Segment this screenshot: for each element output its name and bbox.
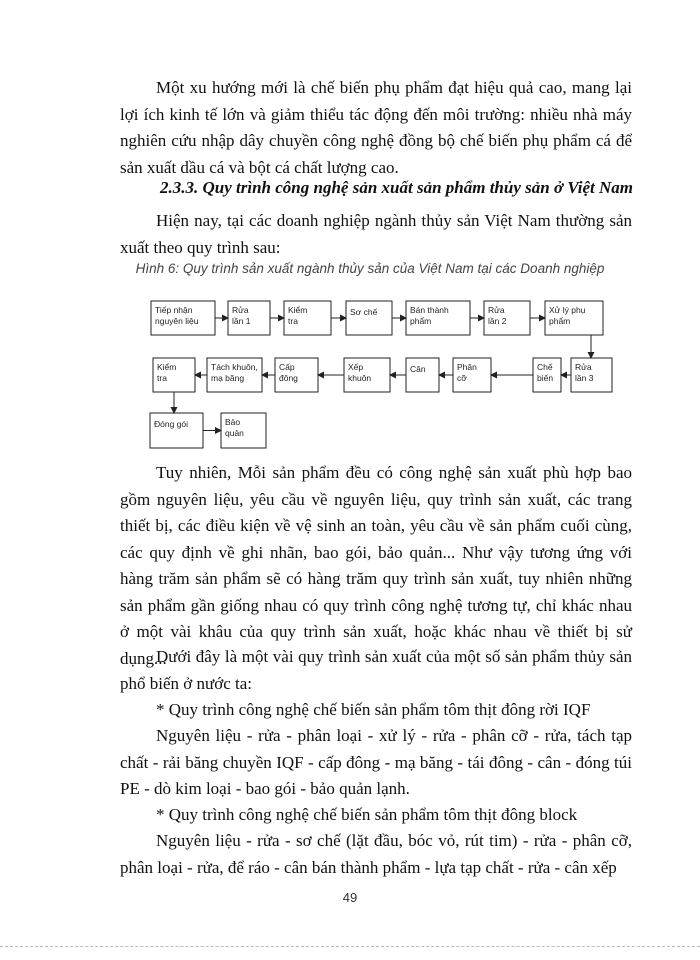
flow-step-row2-1 [153, 358, 195, 392]
paragraph-iqf-steps: Nguyên liệu - rửa - phân loại - xử lý - rửa - phân cỡ - rửa, tách tạp chất - rải băng chuyền IQF - cấp đông - mạ băng - tái đông - cân - đóng túi PE - dò kim loại - bao gói - bảo quản lạnh. [120, 726, 632, 798]
flow-step-label: quản [225, 428, 244, 438]
flow-step-label: biến [537, 373, 554, 383]
section-heading: 2.3.3. Quy trình công nghệ sản xuất sản phẩm thủy sản ở Việt Nam [160, 178, 633, 197]
flow-step-label: Tiếp nhận [155, 305, 193, 315]
flow-step-label: đông [279, 373, 298, 383]
paragraph-examples-intro: Dưới đây là một vài quy trình sản xuất của một số sản phẩm thủy sản phổ biến ở nước ta: [120, 647, 632, 693]
paragraph-block-steps: Nguyên liệu - rửa - sơ chế (lặt đầu, bóc vỏ, rút tim) - rửa - phân cỡ, phân loại - rửa, để ráo - cân bán thành phẩm - lựa tạp chất - rửa - cân xếp [120, 831, 632, 877]
flow-step-label: Rửa [575, 362, 592, 372]
flow-step-row1-6 [484, 301, 530, 335]
flow-step-label: tra [288, 316, 298, 326]
flow-step-label: lần 3 [575, 373, 594, 383]
flow-step-label: Sơ chế [350, 307, 378, 317]
flow-step-label: Cấp [279, 362, 295, 372]
flow-step-label: Chế [537, 362, 553, 372]
flow-step-label: Xếp [348, 362, 364, 372]
flow-step-label: Đóng gói [154, 419, 189, 429]
flow-step-row1-2 [228, 301, 270, 335]
flow-step-label: lần 2 [488, 316, 507, 326]
flow-step-label: Bán thành [410, 305, 449, 315]
flow-step-row1-1 [151, 301, 215, 335]
flow-step-label: Xử lý phụ [549, 305, 586, 315]
flow-step-row1-3 [284, 301, 331, 335]
flow-step-row1-4 [346, 301, 392, 335]
flow-step-label: nguyên liệu [155, 316, 199, 326]
bullet-iqf-process: * Quy trình công nghệ chế biến sản phẩm tôm thịt đông rời IQF [156, 700, 591, 719]
flow-step-row2-4 [344, 358, 390, 392]
flow-step-label: tra [157, 373, 167, 383]
flow-step-row2-2 [207, 358, 262, 392]
flow-step-row2-7 [533, 358, 561, 392]
flow-step-label: Kiểm [288, 305, 308, 315]
flow-step-label: Rửa [232, 305, 249, 315]
flow-step-label: mạ băng [211, 373, 245, 383]
flow-step-row3-2 [221, 413, 266, 448]
flow-step-label: lần 1 [232, 316, 251, 326]
flow-step-label: Tách khuôn, [211, 362, 258, 372]
paragraph-intro-process: Hiện nay, tại các doanh nghiệp ngành thủy sản Việt Nam thường sản xuất theo quy trình sau: [120, 211, 632, 257]
paragraph-product-tech: Tuy nhiên, Mỗi sản phẩm đều có công nghệ sản xuất phù hợp bao gồm nguyên liệu, yêu cầu về nguyên liệu, quy trình sản xuất, các trang thiết bị, các điều kiện về vệ sinh an toàn, yêu cầu về sản phẩm cuối cùng, các quy định về ghi nhãn, bao gói, bảo quản... Như vậy tương ứng với hàng trăm sản phẩm sẽ có hàng trăm quy trình sản xuất, tuy nhiên những sản phẩm gần giống nhau có quy trình công nghệ tương tự, chỉ khác nhau ở một vài khâu của quy trình sản xuất, hoặc khác nhau về thiết bị sử dụng... [120, 463, 632, 668]
figure-caption: Hình 6: Quy trình sản xuất ngành thủy sản của Việt Nam tại các Doanh nghiệp [135, 261, 605, 276]
flow-step-row1-5 [406, 301, 470, 335]
paragraph-byproduct-trend: Một xu hướng mới là chế biến phụ phẩm đạt hiệu quả cao, mang lại lợi ích kinh tế lớn và giảm thiểu tác động đến môi trường: nhiều nhà máy nghiên cứu nhập dây chuyền công nghệ đồng bộ chế biến phụ phẩm cá để sản xuất dầu cá và bột cá chất lượng cao. [120, 78, 632, 177]
flow-step-row3-1 [150, 413, 203, 448]
flow-step-label: Cân [410, 364, 426, 374]
bullet-block-process: * Quy trình công nghệ chế biến sản phẩm tôm thịt đông block [156, 805, 578, 824]
flow-step-row2-5 [406, 358, 439, 392]
flow-step-label: Phân [457, 362, 477, 372]
flow-step-label: Bảo [225, 417, 241, 427]
flow-step-row1-7 [545, 301, 603, 335]
flow-step-label: khuôn [348, 373, 372, 383]
flow-step-label: phẩm [549, 316, 571, 326]
flow-step-row2-3 [275, 358, 318, 392]
flow-step-label: phẩm [410, 316, 432, 326]
flow-step-label: Kiểm [157, 362, 177, 372]
flow-step-label: cỡ [457, 373, 467, 383]
flow-step-row2-8 [571, 358, 612, 392]
page-footer-divider [0, 946, 700, 947]
page-number: 49 [342, 890, 358, 905]
flow-step-row2-6 [453, 358, 491, 392]
flow-step-label: Rửa [488, 305, 505, 315]
